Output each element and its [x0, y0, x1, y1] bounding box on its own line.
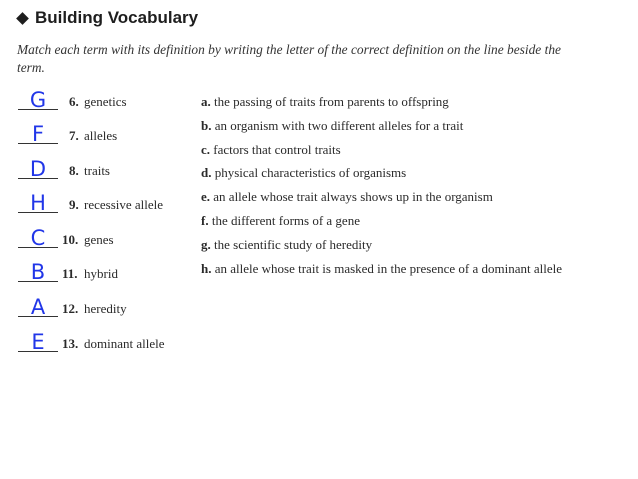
- answer-letter: E: [31, 330, 45, 354]
- term-number: 9.: [69, 197, 79, 212]
- term-text: heredity: [84, 301, 127, 316]
- definition-letter: a.: [201, 94, 211, 109]
- definition-text: the different forms of a gene: [211, 213, 360, 228]
- term-text: dominant allele: [84, 336, 165, 351]
- definition-letter: e.: [201, 189, 211, 204]
- term-row: [18, 330, 203, 354]
- diamond-bullet-icon: [16, 12, 29, 25]
- definition-letter: f.: [201, 213, 209, 228]
- definition-item: [201, 94, 449, 114]
- term-text: genes: [84, 232, 114, 247]
- definition-text: physical characteristics of organisms: [214, 165, 407, 180]
- definition-letter: h.: [201, 261, 212, 276]
- instructions-text: Match each term with its definition by writing the letter of the correct definition on the line beside the term.: [17, 42, 561, 75]
- answer-letter: H: [30, 191, 46, 215]
- definition-text: an allele whose trait is masked in the presence of a dominant allele: [214, 261, 562, 276]
- definition-item: [201, 189, 493, 209]
- definition-letter: d.: [201, 165, 212, 180]
- term-number: 6.: [69, 94, 79, 109]
- section-heading: [14, 8, 198, 28]
- term-text: traits: [84, 163, 110, 178]
- term-row: [18, 260, 203, 284]
- term-row: [18, 191, 203, 215]
- definition-text: the scientific study of heredity: [214, 237, 373, 252]
- section-title: Building Vocabulary: [35, 8, 199, 27]
- term-text: recessive allele: [84, 197, 164, 212]
- definition-text: the passing of traits from parents to offspring: [214, 94, 449, 109]
- term-text: alleles: [84, 128, 118, 143]
- term-number: 12.: [62, 301, 79, 316]
- definition-item: [201, 165, 406, 185]
- definition-letter: b.: [201, 118, 212, 133]
- definition-text: an organism with two different alleles for a trait: [214, 118, 464, 133]
- term-number: 11.: [62, 266, 78, 281]
- answer-letter: D: [29, 157, 47, 181]
- definition-text: an allele whose trait always shows up in the organism: [213, 189, 493, 204]
- definition-item: [201, 118, 463, 138]
- answer-letter: F: [31, 122, 45, 146]
- definition-item: [201, 213, 360, 233]
- term-text: hybrid: [84, 266, 118, 281]
- answer-letter: C: [30, 226, 46, 250]
- answer-letter: G: [29, 88, 47, 112]
- answer-letter: B: [30, 260, 46, 284]
- answer-letter: A: [30, 295, 46, 319]
- definition-letter: g.: [201, 237, 211, 252]
- definition-item: [201, 237, 372, 257]
- term-row: [18, 295, 203, 319]
- definition-text: factors that control traits: [213, 142, 341, 157]
- term-text: genetics: [84, 94, 127, 109]
- term-row: [18, 226, 203, 250]
- definition-letter: c.: [201, 142, 211, 157]
- definition-item: [201, 261, 562, 281]
- term-number: 13.: [62, 336, 79, 351]
- term-row: [18, 122, 203, 146]
- term-number: 7.: [69, 128, 79, 143]
- term-row: [18, 88, 203, 112]
- term-number: 8.: [69, 163, 79, 178]
- definition-item: [201, 142, 341, 162]
- term-row: [18, 157, 203, 181]
- term-number: 10.: [62, 232, 79, 247]
